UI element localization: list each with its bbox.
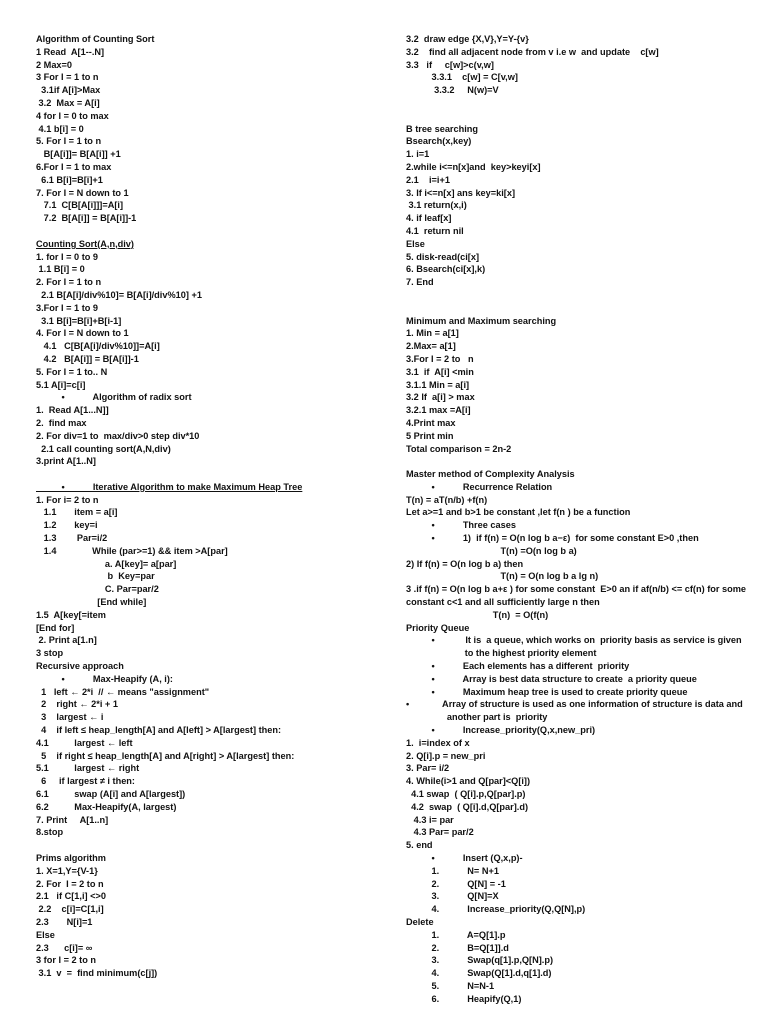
text-line: 5. disk-read(ci[x] xyxy=(406,251,480,262)
text-line: [End while] xyxy=(36,597,147,608)
text-line: 2. For I = 1 to n xyxy=(36,277,102,288)
text-line xyxy=(406,97,756,110)
text-line: 2. B=Q[1]].d xyxy=(406,942,509,953)
text-line: 3 largest ← i xyxy=(36,712,104,723)
text-line: 2.3 c[i]= ∞ xyxy=(36,942,93,953)
text-line xyxy=(36,839,366,852)
text-line: 1. i=index of x xyxy=(406,737,470,748)
text-line: 5 if right ≤ heap_length[A] and A[right] > A[largest] then: xyxy=(36,750,295,761)
text-line: 4. For I = N down to 1 xyxy=(36,328,129,339)
text-line: 3 .if f(n) = O(n log b a+ε ) for some constant E>0 an if af(n/b) <= cf(n) for some xyxy=(406,584,746,595)
text-line: 2.while i<=n[x]and key>keyi[x] xyxy=(406,161,541,172)
text-line: 6. Bsearch(ci[x],k) xyxy=(406,264,486,275)
text-line: 7. Print A[1..n] xyxy=(36,814,109,825)
text-line: 4.1 return nil xyxy=(406,225,464,236)
text-line: 6 if largest ≠ i then: xyxy=(36,776,135,787)
text-line xyxy=(406,455,756,468)
text-line: 4.1 C[B[A[i]/div%10]]=A[i] xyxy=(36,341,160,352)
text-line: 1 Read A[1--.N] xyxy=(36,46,105,57)
text-line: 3.1 B[i]=B[i]+B[i-1] xyxy=(36,315,122,326)
text-line: Priority Queue xyxy=(406,622,470,633)
text-line: 4. While(i>1 and Q[par]<Q[i]) xyxy=(406,776,531,787)
text-line: 6.For I = 1 to max xyxy=(36,161,112,172)
text-line: 6.2 Max-Heapify(A, largest) xyxy=(36,801,177,812)
text-line: 3 For I = 1 to n xyxy=(36,72,99,83)
text-line: 6.1 swap (A[i] and A[largest]) xyxy=(36,789,186,800)
text-line: Counting Sort(A,n,div) xyxy=(36,238,134,249)
text-line: Delete xyxy=(406,916,434,927)
text-line: 5. N=N-1 xyxy=(406,980,495,991)
text-line: 3 stop xyxy=(36,648,64,659)
text-line xyxy=(406,110,756,123)
text-line: 1.5 A[key[=item xyxy=(36,609,106,620)
text-line: Total comparison = 2n-2 xyxy=(406,443,512,454)
text-line: 1. Read A[1...N]] xyxy=(36,405,109,416)
text-line: a. A[key]= a[par] xyxy=(36,558,177,569)
text-line: • Array is best data structure to create a priority queue xyxy=(406,673,697,684)
text-line: 3.2 draw edge {X,V},Y=Y-{v} xyxy=(406,34,529,44)
text-line: 3.1 v = find minimum(c[j]) xyxy=(36,968,158,979)
text-line xyxy=(406,289,756,302)
text-line: constant c<1 and all sufficiently large n then xyxy=(406,597,600,608)
text-line: Let a>=1 and b>1 be constant ,let f(n ) be a function xyxy=(406,507,631,518)
text-line: 2.3 N[i]=1 xyxy=(36,916,93,927)
text-line: 2. Print a[1.n] xyxy=(36,635,97,646)
text-line: 2. find max xyxy=(36,417,87,428)
text-line: 4.1 swap ( Q[i].p,Q[par].p) xyxy=(406,789,526,800)
text-line: 1. N= N+1 xyxy=(406,865,499,876)
text-line: 2.1 if C[1,i] <>0 xyxy=(36,891,106,902)
text-line: 1.1 item = a[i] xyxy=(36,507,118,518)
text-line: B[A[i]]= B[A[i]] +1 xyxy=(36,149,121,160)
text-line: 1.4 While (par>=1) && item >A[par] xyxy=(36,545,228,556)
text-line: 2.1 i=i+1 xyxy=(406,174,450,185)
text-line xyxy=(406,302,756,315)
text-line: • Algorithm of radix sort xyxy=(36,392,192,403)
text-line: 3. If i<=n[x] ans key=ki[x] xyxy=(406,187,516,198)
text-line: 3. Swap(q[1].p,Q[N].p) xyxy=(406,955,554,966)
text-line: 6.1 B[i]=B[i]+1 xyxy=(36,174,103,185)
text-line: • Three cases xyxy=(406,520,516,531)
text-line: 1.3 Par=i/2 xyxy=(36,533,108,544)
text-line: Recursive approach xyxy=(36,661,124,672)
text-line: 3.2 find all adjacent node from v i.e w and update c[w] xyxy=(406,46,659,57)
left-column xyxy=(36,33,366,980)
text-line: T(n) = O(f(n) xyxy=(406,609,549,620)
text-line: 4. Swap(Q[1].d,q[1].d) xyxy=(406,968,552,979)
text-line: • Iterative Algorithm to make Maximum Heap Tree xyxy=(36,481,303,492)
text-line: 4.3 i= par xyxy=(406,814,454,825)
text-line: • It is a queue, which works on priority basis as service is given xyxy=(406,635,742,646)
text-line: 2.2 c[i]=C[1,i] xyxy=(36,904,104,915)
text-line: 4 if left ≤ heap_length[A] and A[left] > A[largest] then: xyxy=(36,725,282,736)
text-line: Else xyxy=(36,929,55,940)
text-line: 4.1 largest ← left xyxy=(36,737,133,748)
text-line: 4. Increase_priority(Q,Q[N],p) xyxy=(406,904,586,915)
text-line: Minimum and Maximum searching xyxy=(406,315,557,326)
text-line: • Max-Heapify (A, i): xyxy=(36,673,173,684)
text-line: 3.1 if A[i] <min xyxy=(406,366,474,377)
text-line: 4 for I = 0 to max xyxy=(36,110,109,121)
text-line: 2. For I = 2 to n xyxy=(36,878,104,889)
text-line xyxy=(36,468,366,481)
text-line: 4.1 b[i] = 0 xyxy=(36,123,84,134)
text-line: 3.1if A[i]>Max xyxy=(36,85,101,96)
text-line: • Maximum heap tree is used to create priority queue xyxy=(406,686,688,697)
text-line: 1. i=1 xyxy=(406,149,430,160)
text-line: 3.For I = 1 to 9 xyxy=(36,302,99,313)
text-line: 4.3 Par= par/2 xyxy=(406,827,474,838)
text-line: 3. Q[N]=X xyxy=(406,891,499,902)
text-line: • 1) if f(n) = O(n log b a−ε) for some constant E>0 ,then xyxy=(406,533,699,544)
text-line: 1 left ← 2*i // ← means "assignment" xyxy=(36,686,210,697)
text-line: 5. For I = 1 to n xyxy=(36,136,102,147)
text-line: Master method of Complexity Analysis xyxy=(406,469,575,480)
text-line: 2 right ← 2*i + 1 xyxy=(36,699,118,710)
text-line: 1. A=Q[1].p xyxy=(406,929,506,940)
text-line: 1.1 B[i] = 0 xyxy=(36,264,85,275)
text-line: T(n) = aT(n/b) +f(n) xyxy=(406,494,488,505)
text-line: 4.2 B[A[i]] = B[A[i]]-1 xyxy=(36,353,139,364)
text-line: Bsearch(x,key) xyxy=(406,136,472,147)
text-line: Prims algorithm xyxy=(36,853,106,863)
text-line: 2. For div=1 to max/div>0 step div*10 xyxy=(36,430,200,441)
text-line: • Array of structure is used as one information of structure is data and xyxy=(406,699,743,710)
text-line: b Key=par xyxy=(36,571,155,582)
text-line: 3.2.1 max =A[i] xyxy=(406,405,471,416)
text-line xyxy=(36,225,366,238)
text-line: 5.1 largest ← right xyxy=(36,763,140,774)
text-line: • Recurrence Relation xyxy=(406,481,553,492)
text-line: 1. Min = a[1] xyxy=(406,328,459,339)
text-line: • Increase_priority(Q,x,new_pri) xyxy=(406,725,596,736)
text-line: 1.2 key=i xyxy=(36,520,98,531)
text-line: Algorithm of Counting Sort xyxy=(36,34,155,44)
text-line: [End for] xyxy=(36,622,75,633)
text-line: 3.3.2 N(w)=V xyxy=(406,85,499,96)
text-line: 3.For I = 2 to n xyxy=(406,353,474,364)
text-line: 5.1 A[i]=c[i] xyxy=(36,379,86,390)
text-line: 5. end xyxy=(406,840,433,851)
text-line: 7. End xyxy=(406,277,434,288)
text-line: 4.Print max xyxy=(406,417,456,428)
text-line: 7.1 C[B[A[i]]]=A[i] xyxy=(36,200,124,211)
text-line: 1. For i= 2 to n xyxy=(36,494,99,505)
text-line: 6. Heapify(Q,1) xyxy=(406,993,522,1004)
text-line: 1. X=1,Y={V-1} xyxy=(36,865,98,876)
text-line: 2.1 call counting sort(A,N,div) xyxy=(36,443,171,454)
text-line: 2) If f(n) = O(n log b a) then xyxy=(406,558,524,569)
text-line: 3.3.1 c[w] = C[v,w] xyxy=(406,72,518,83)
text-line: another part is priority xyxy=(406,712,548,723)
text-line: B tree searching xyxy=(406,123,478,134)
text-line: 1. for I = 0 to 9 xyxy=(36,251,99,262)
text-line: 3.3 if c[w]>c(v,w] xyxy=(406,59,494,70)
text-line: 3.1 return(x,i) xyxy=(406,200,467,211)
text-line: 3.1.1 Min = a[i] xyxy=(406,379,470,390)
text-line: T(n) = O(n log b a lg n) xyxy=(406,571,599,582)
text-line: 7. For I = N down to 1 xyxy=(36,187,129,198)
text-line: 3.2 If a[i] > max xyxy=(406,392,475,403)
text-line: 2.Max= a[1] xyxy=(406,341,456,352)
right-column xyxy=(406,33,756,1006)
text-line: 2 Max=0 xyxy=(36,59,73,70)
text-line: 2. Q[i].p = new_pri xyxy=(406,750,486,761)
text-line: C. Par=par/2 xyxy=(36,584,159,595)
text-line: 3.print A[1..N] xyxy=(36,456,96,467)
text-line: • Insert (Q,x,p)- xyxy=(406,853,523,863)
text-line: T(n) =O(n log b a) xyxy=(406,545,577,556)
text-line: 7.2 B[A[i]] = B[A[i]]-1 xyxy=(36,213,137,224)
text-line: 2. Q[N] = -1 xyxy=(406,878,506,889)
text-line: 4.2 swap ( Q[i].d,Q[par].d) xyxy=(406,801,528,812)
text-line: 8.stop xyxy=(36,827,64,838)
text-line: 3 for I = 2 to n xyxy=(36,955,96,966)
text-line: 5. For I = 1 to.. N xyxy=(36,366,108,377)
text-line: to the highest priority element xyxy=(406,648,597,659)
text-line: 4. if leaf[x] xyxy=(406,213,452,224)
text-line: Else xyxy=(406,238,425,249)
text-line: 3. Par= i/2 xyxy=(406,763,450,774)
text-line: • Each elements has a different priority xyxy=(406,661,630,672)
text-line: 5 Print min xyxy=(406,430,454,441)
text-line: 2.1 B[A[i]/div%10]= B[A[i]/div%10] +1 xyxy=(36,289,202,300)
text-line: 3.2 Max = A[i] xyxy=(36,97,100,108)
